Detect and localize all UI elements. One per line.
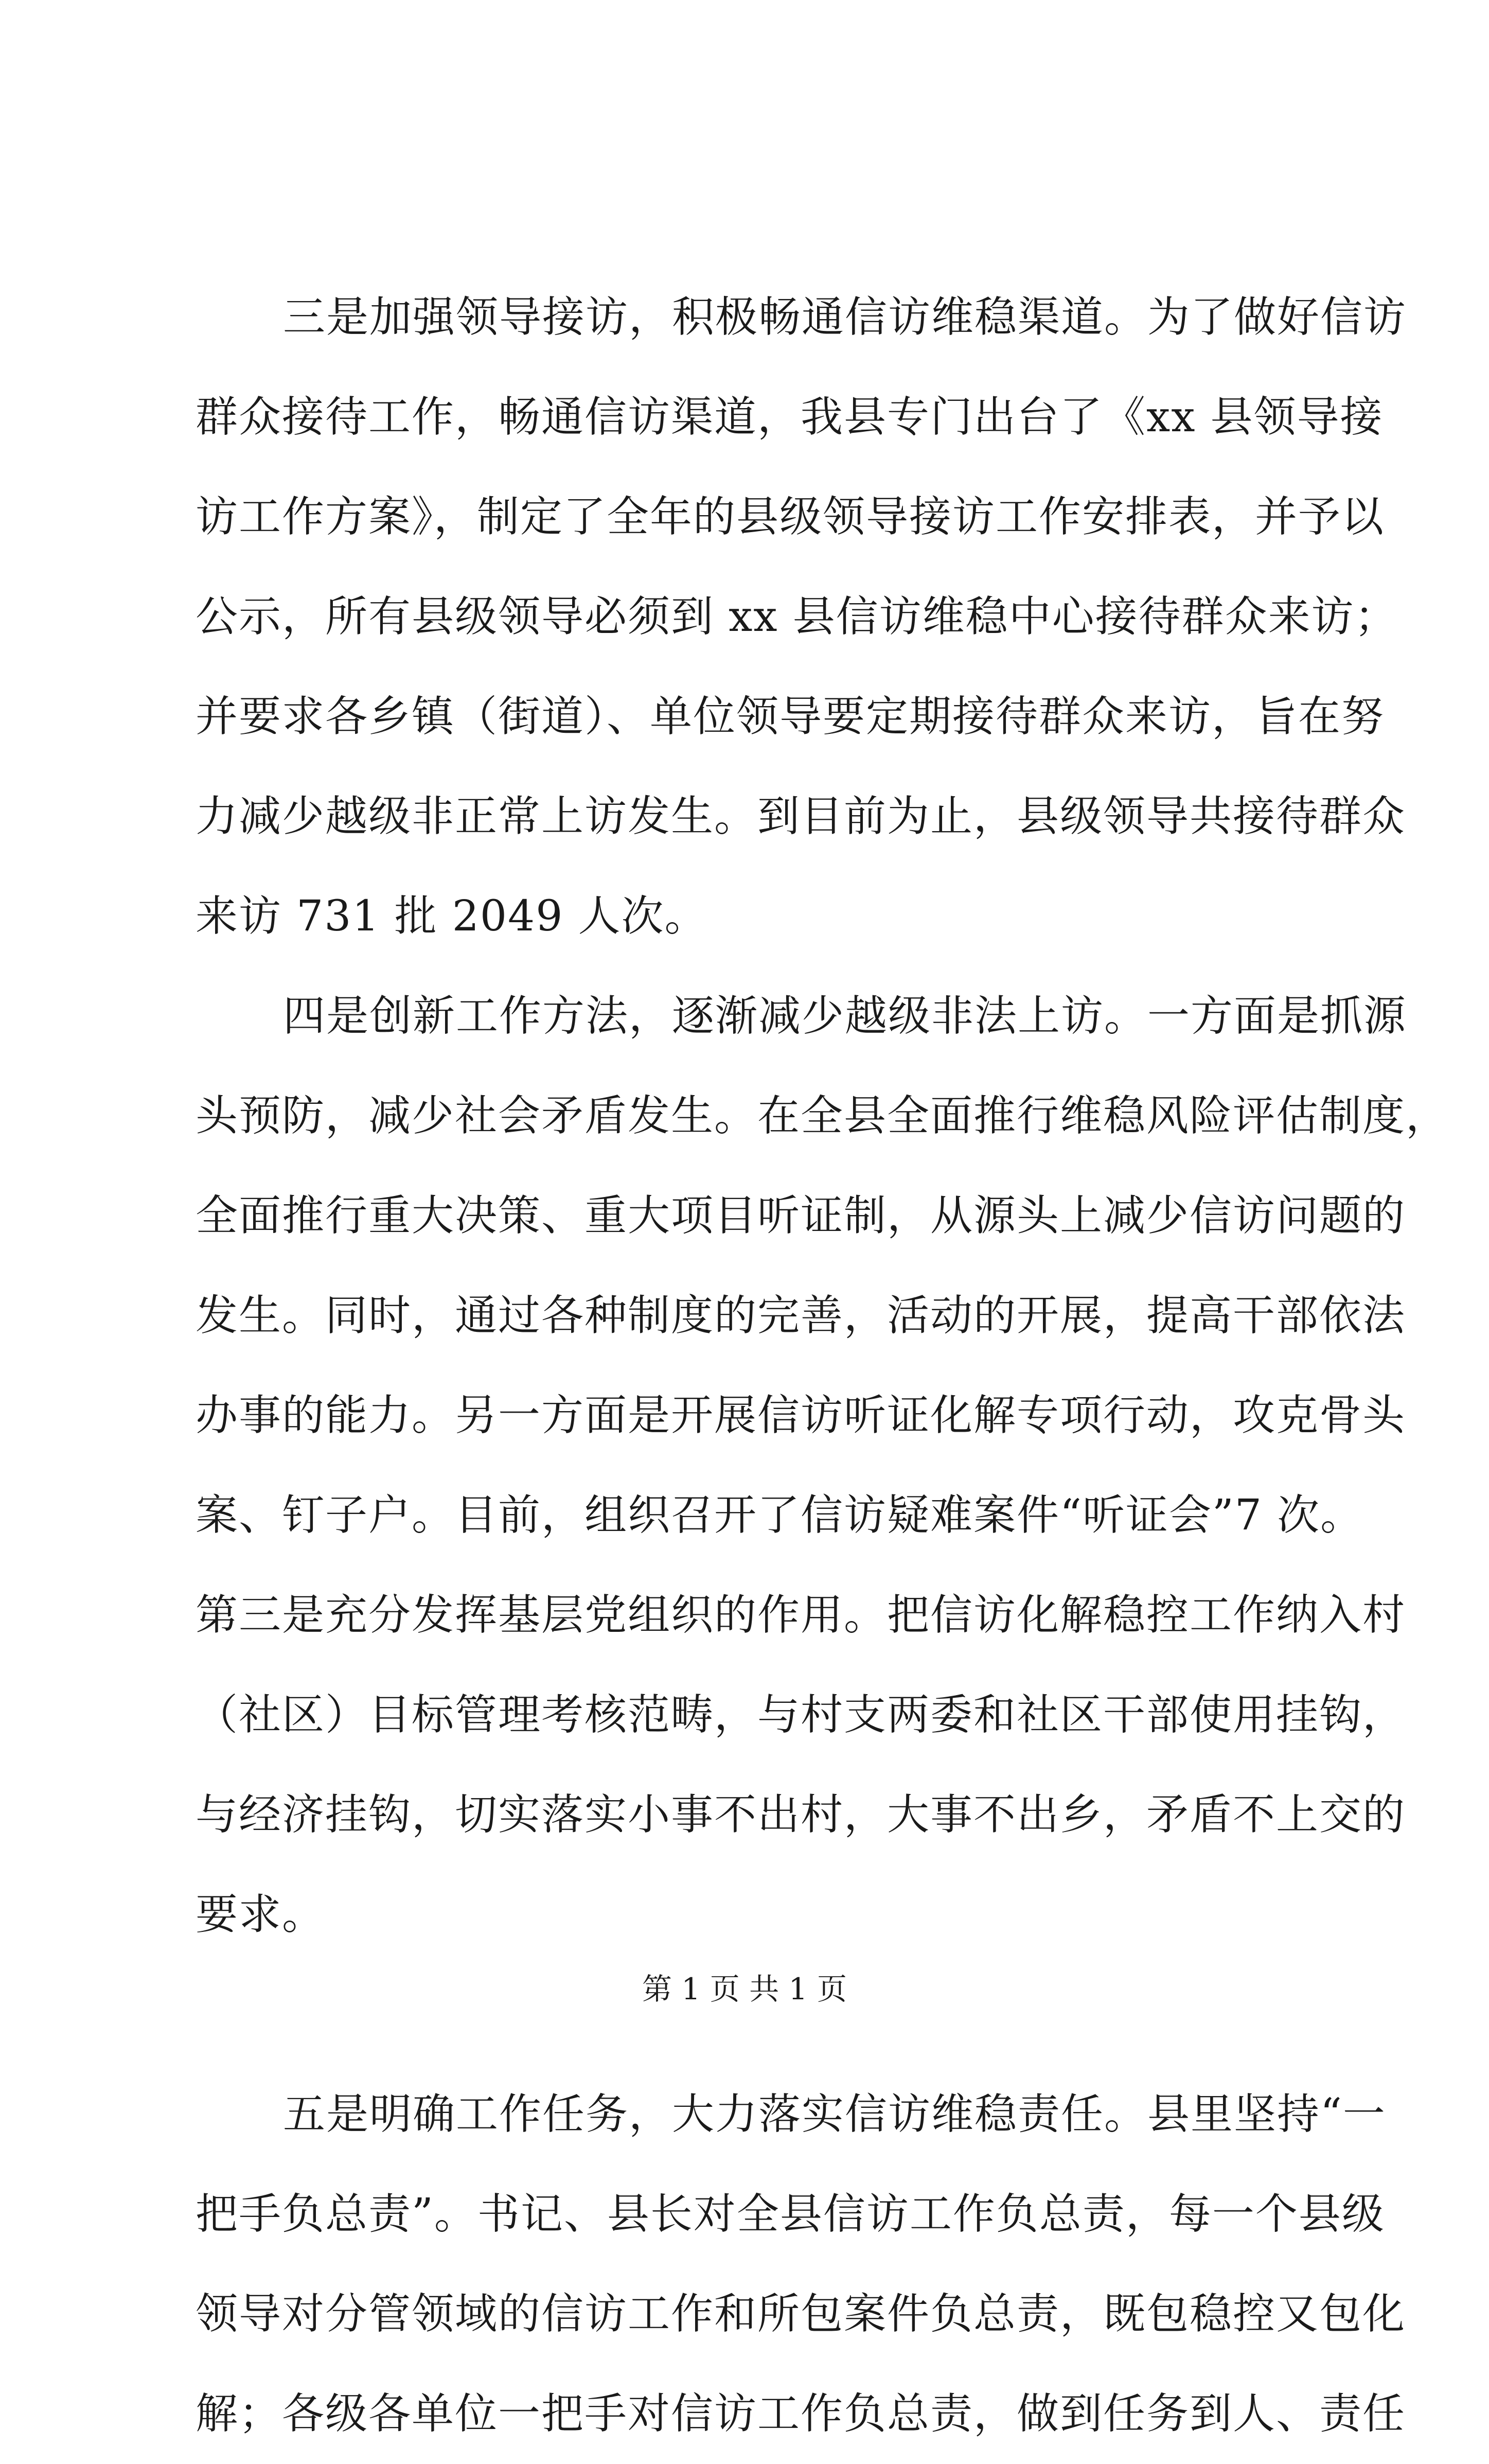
text-line: 全面推行重大决策、重大项目听证制，从源头上减少信访问题的 (196, 1191, 1406, 1240)
text-line: 案、钉子户。目前，组织召开了信访疑难案件“听证会”7 次。 (196, 1491, 1364, 1540)
page-number-label: 第 1 页 共 1 页 (642, 1972, 847, 2007)
text-line: 三是加强领导接访，积极畅通信访维稳渠道。为了做好信访 (283, 293, 1407, 342)
text-line: 与经济挂钩，切实落实小事不出村，大事不出乡，矛盾不上交的 (196, 1790, 1406, 1839)
text-line: 第三是充分发挥基层党组织的作用。把信访化解稳控工作纳入村 (196, 1591, 1406, 1640)
text-line: 解；各级各单位一把手对信访工作负总责，做到任务到人、责任 (196, 2389, 1406, 2438)
text-line: 公示，所有县级领导必须到 xx 县信访维稳中心接待群众来访； (196, 592, 1398, 641)
paragraph-2 (196, 966, 1449, 2065)
text-line: 要求。 (196, 1890, 326, 1939)
text-line: 五是明确工作任务，大力落实信访维稳责任。县里坚持“一 (283, 2090, 1386, 2139)
text-line: （社区）目标管理考核范畴，与村支两委和社区干部使用挂钩， (196, 1691, 1406, 1739)
text-line: 领导对分管领域的信访工作和所包案件负总责，既包稳控又包化 (196, 2290, 1406, 2338)
text-line: 头预防，减少社会矛盾发生。在全县全面推行维稳风险评估制度， (196, 1092, 1449, 1140)
text-line: 并要求各乡镇（街道）、单位领导要定期接待群众来访，旨在努 (196, 692, 1385, 741)
text-line: 把手负总责”。书记、县长对全县信访工作负总责，每一个县级 (196, 2190, 1385, 2239)
text-line: 访工作方案》，制定了全年的县级领导接访工作安排表，并予以 (196, 492, 1385, 541)
paragraph-1 (196, 268, 1407, 966)
text-line: 四是创新工作方法，逐渐减少越级非法上访。一方面是抓源 (283, 992, 1407, 1041)
text-line: 力减少越级非正常上访发生。到目前为止，县级领导共接待群众 (196, 792, 1406, 841)
text-line: 办事的能力。另一方面是开展信访听证化解专项行动，攻克骨头 (196, 1391, 1406, 1440)
text-line: 群众接待工作，畅通信访渠道，我县专门出台了《xx 县领导接 (196, 393, 1384, 442)
document-body (196, 268, 1449, 2464)
text-line: 来访 731 批 2049 人次。 (196, 892, 708, 941)
text-line: 发生。同时，通过各种制度的完善，活动的开展，提高干部依法 (196, 1291, 1406, 1340)
page-footer (0, 1968, 1489, 2010)
paragraph-3 (196, 2065, 1406, 2464)
